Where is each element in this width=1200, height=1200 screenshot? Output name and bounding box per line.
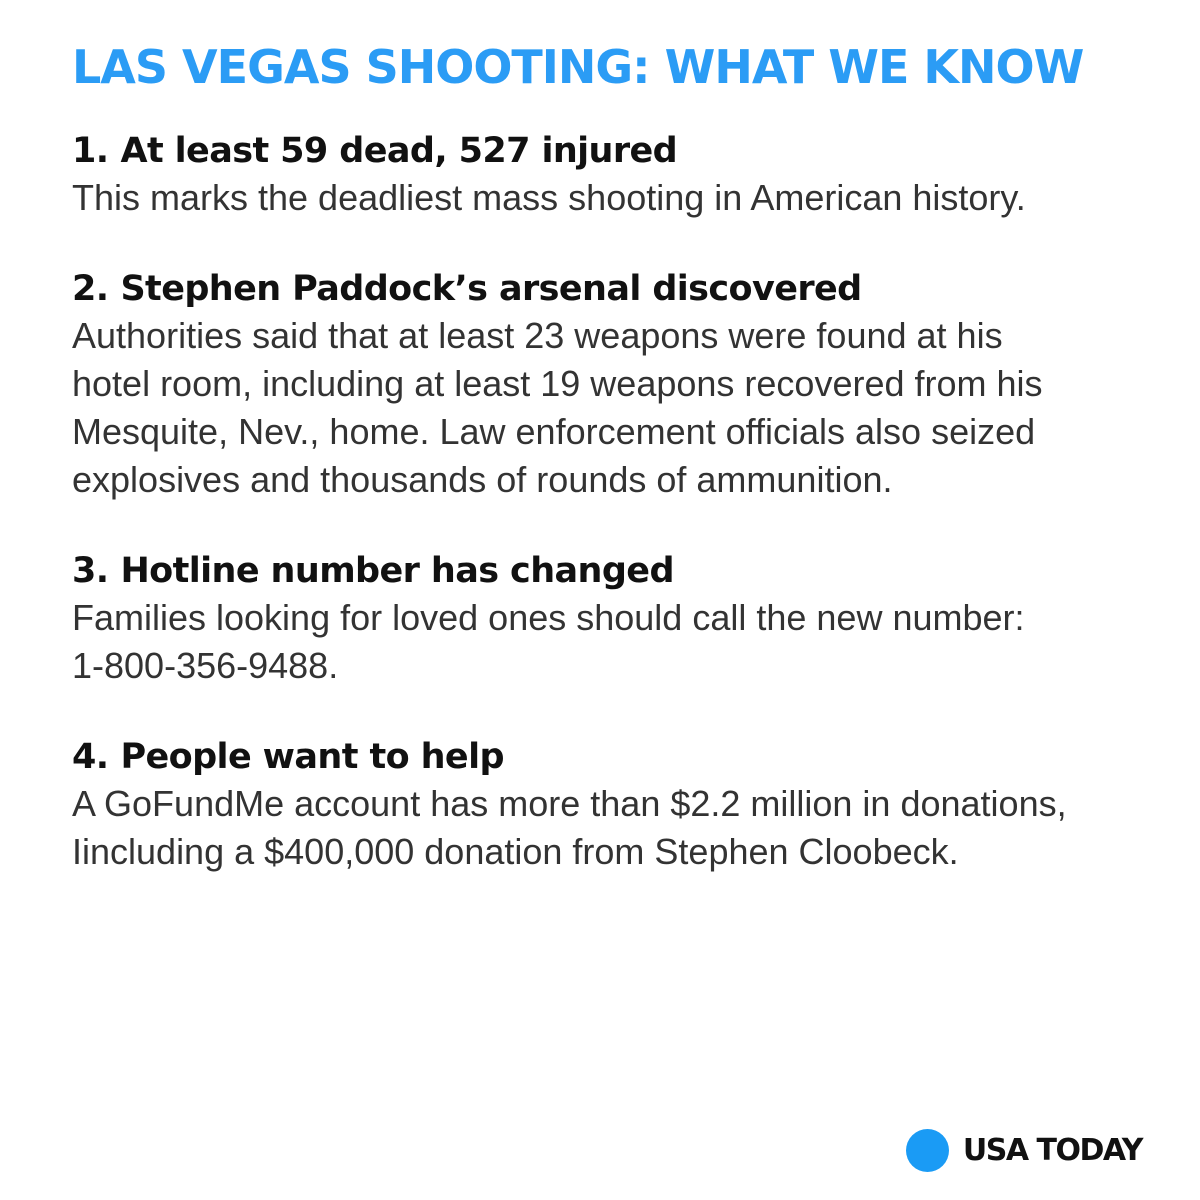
item-body-line: A GoFundMe account has more than $2.2 million in donations, (72, 783, 1067, 824)
item-body (72, 312, 1140, 504)
list-item (72, 128, 1140, 222)
item-body (72, 174, 1140, 222)
item-title-text: Hotline number has changed (120, 551, 674, 591)
item-title-text: People want to help (120, 737, 504, 777)
item-title (72, 548, 1140, 594)
item-number: 4. (72, 737, 109, 777)
item-body-line: hotel room, including at least 19 weapons recovered from his (72, 363, 1043, 404)
item-number: 1. (72, 131, 109, 171)
brand-name: USA TODAY (962, 1133, 1142, 1168)
list-item (72, 734, 1140, 876)
item-title (72, 128, 1140, 174)
item-body-line: Mesquite, Nev., home. Law enforcement officials also seized (72, 411, 1036, 452)
item-title-text: Stephen Paddock’s arsenal discovered (120, 269, 862, 309)
item-body-line: Iincluding a $400,000 donation from Stephen Cloobeck. (72, 831, 959, 872)
list-item (72, 548, 1140, 690)
item-title (72, 266, 1140, 312)
brand-logo (906, 1129, 1142, 1172)
item-number: 2. (72, 269, 109, 309)
list-item (72, 266, 1140, 504)
item-body (72, 594, 1140, 690)
brand-dot-icon (906, 1129, 949, 1172)
item-body-line: explosives and thousands of rounds of ammunition. (72, 459, 893, 500)
item-body-line: 1-800-356-9488. (72, 645, 339, 686)
headline: LAS VEGAS SHOOTING: WHAT WE KNOW (72, 40, 1084, 94)
item-number: 3. (72, 551, 109, 591)
item-title-text: At least 59 dead, 527 injured (120, 131, 678, 171)
item-title (72, 734, 1140, 780)
item-body (72, 780, 1140, 876)
item-body-line: This marks the deadliest mass shooting in American history. (72, 177, 1026, 218)
item-body-line: Authorities said that at least 23 weapons were found at his (72, 315, 1003, 356)
item-body-line: Families looking for loved ones should call the new number: (72, 597, 1025, 638)
